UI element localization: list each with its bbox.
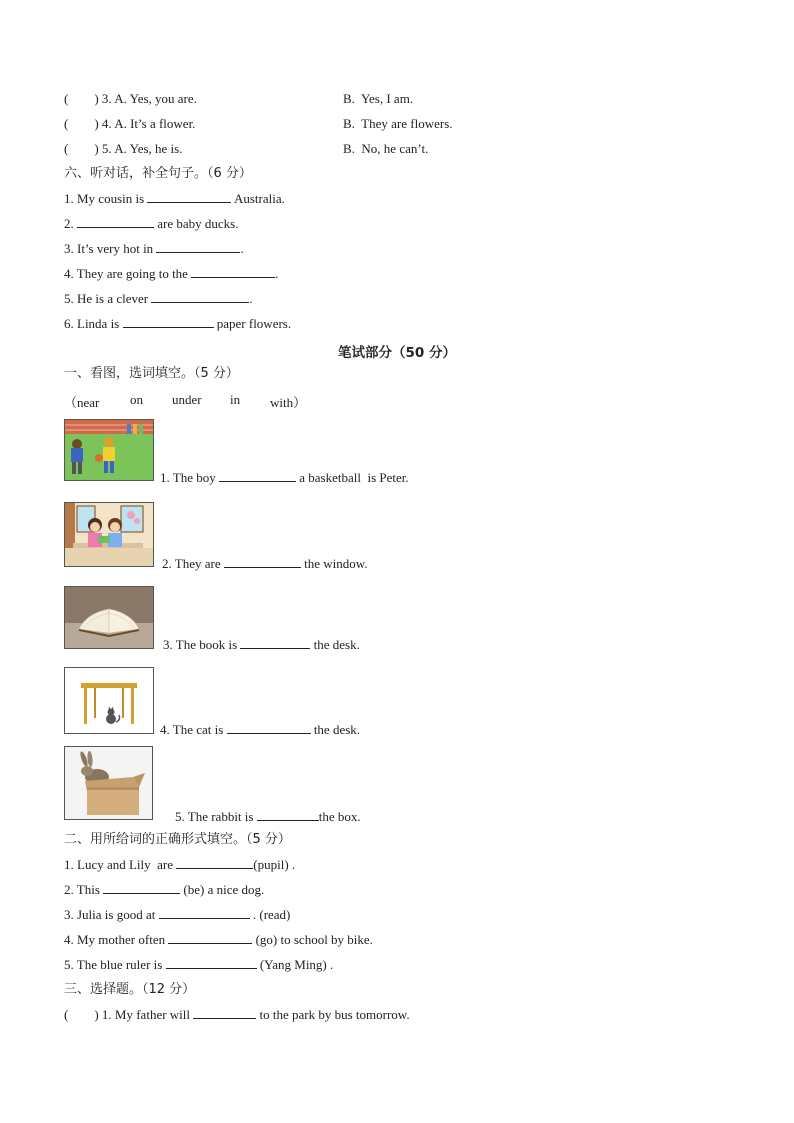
answer-blank[interactable] [103,882,180,894]
answer-blank[interactable] [227,722,311,734]
fill-item: 4. My mother often (go) to school by bike. [64,932,373,947]
answer-blank[interactable] [224,556,301,568]
part2-heading: 二、用所给词的正确形式填空。（5 分） [64,832,291,847]
answer-blank[interactable] [168,932,252,944]
picture-cat-desk [64,667,154,734]
picture-rabbit-box [64,746,153,820]
answer-blank[interactable] [219,470,296,482]
option-a: Yes, he is. [129,141,183,156]
option-b: B. No, he can’t. [343,141,429,156]
mc-question-1: ( ) 1. My father will to the park by bus tomorrow. [64,1007,410,1022]
picture-item-1: 1. The boy a basketball is Peter. [160,470,409,485]
section6-heading: 六、听对话，补全句子。（6 分） [64,166,252,181]
answer-blank[interactable] [77,216,154,228]
answer-blank[interactable] [159,907,250,919]
answer-blank[interactable] [240,637,310,649]
written-part-title: 笔试部分（50 分） [338,345,456,361]
option-b: B. Yes, I am. [343,91,414,106]
question-number: 5. A. [101,141,127,156]
option-a: It’s a flower. [130,116,196,131]
fill-item: 3. It’s very hot in . [64,241,244,256]
option-a: Yes, you are. [129,91,197,106]
answer-blank[interactable] [191,266,275,278]
question-number: 4. A. [101,116,127,131]
option-b: B. They are flowers. [343,116,453,131]
answer-paren[interactable]: ( ) [64,116,99,131]
answer-blank[interactable] [151,291,249,303]
picture-item-4: 4. The cat is the desk. [160,722,361,737]
picture-book-desk [64,586,154,649]
picture-girls-window [64,502,154,567]
answer-blank[interactable] [123,316,214,328]
fill-item: 6. Linda is paper flowers. [64,316,292,331]
answer-blank[interactable] [166,957,257,969]
fill-item: 1. My cousin is Australia. [64,191,285,206]
fill-item: 2. This (be) a nice dog. [64,882,265,897]
answer-blank[interactable] [156,241,240,253]
answer-paren[interactable]: ( ) [64,1007,99,1022]
picture-item-3: 3. The book is the desk. [163,637,360,652]
part1-heading: 一、看图，选词填空。（5 分） [64,366,239,381]
picture-boys-basketball [64,419,154,481]
fill-item: 5. The blue ruler is (Yang Ming) . [64,957,334,972]
answer-blank[interactable] [176,857,253,869]
answer-paren[interactable]: ( ) [64,141,99,156]
fill-item: 4. They are going to the . [64,266,279,281]
picture-item-5: 5. The rabbit is the box. [175,809,361,824]
answer-blank[interactable] [193,1007,256,1019]
fill-item: 2. are baby ducks. [64,216,239,231]
fill-item: 5. He is a clever . [64,291,253,306]
answer-blank[interactable] [257,809,319,821]
fill-item: 3. Julia is good at . (read) [64,907,291,922]
question-number: 3. A. [101,91,127,106]
part3-heading: 三、选择题。（12 分） [64,982,196,997]
fill-item: 1. Lucy and Lily are (pupil) . [64,857,296,872]
picture-item-2: 2. They are the window. [162,556,368,571]
answer-blank[interactable] [147,191,231,203]
answer-paren[interactable]: ( ) [64,91,99,106]
